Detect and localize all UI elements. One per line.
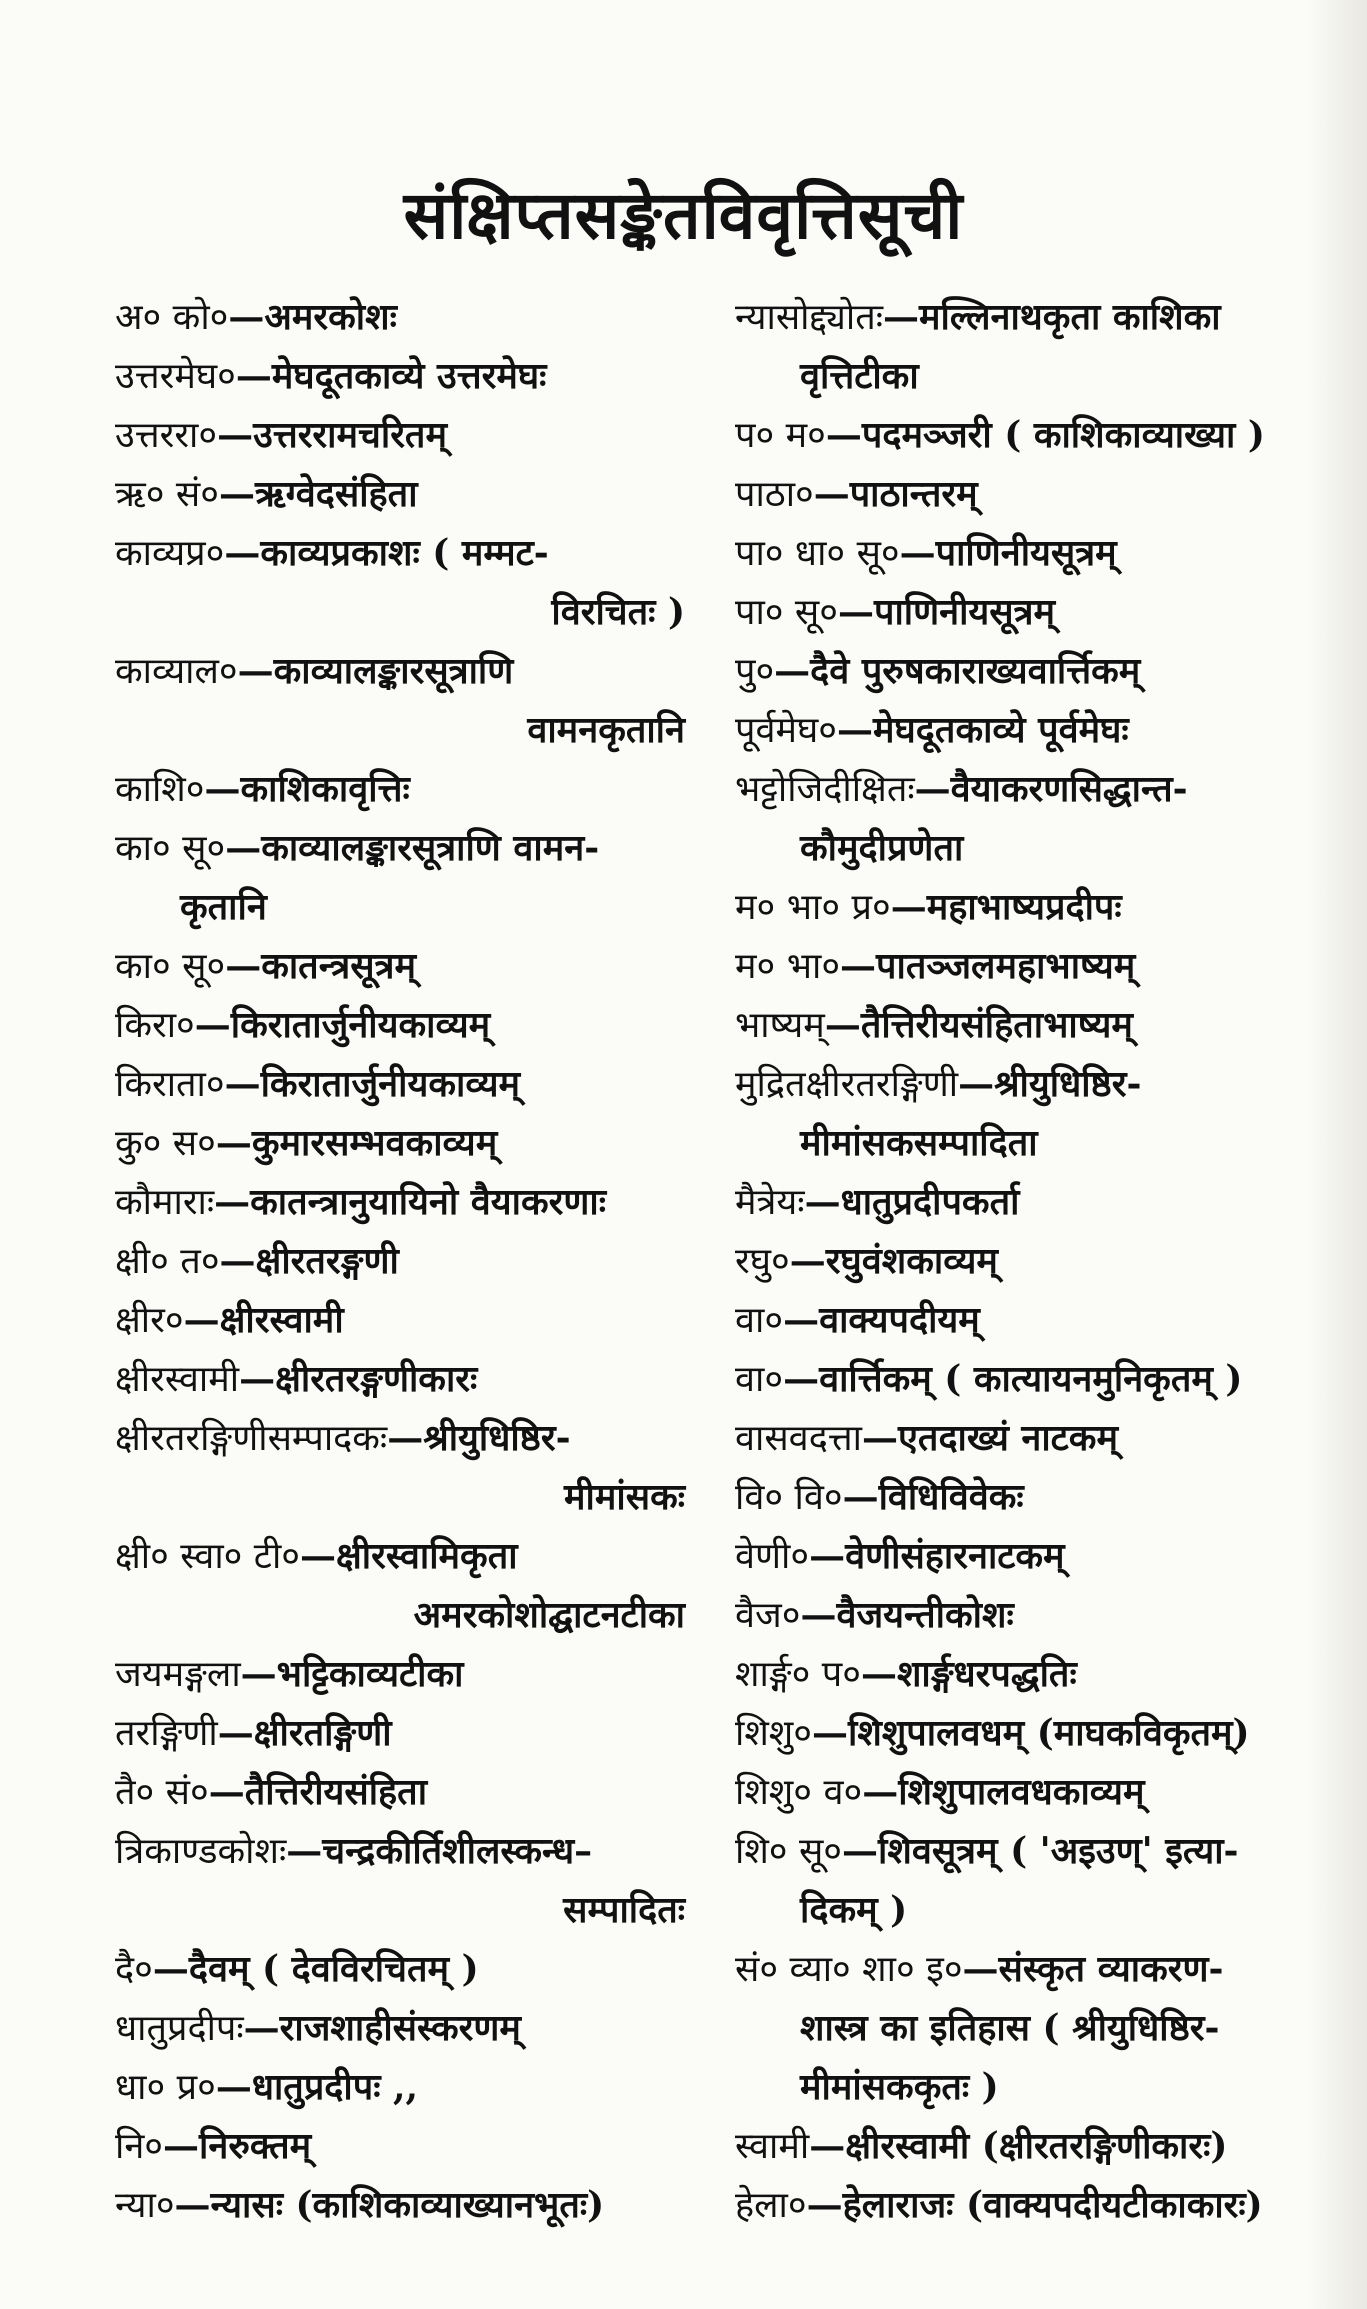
separator-dash: — xyxy=(286,1830,323,1872)
separator-dash: — xyxy=(235,355,272,397)
entry-line xyxy=(735,1940,1320,1999)
expansion-continuation: शास्त्र का इतिहास ( श्रीयुधिष्ठिर- xyxy=(800,2007,1220,2049)
abbreviation-entry xyxy=(735,2117,1320,2176)
abbreviation: वा० xyxy=(735,1359,784,1400)
separator-dash: — xyxy=(862,1771,899,1813)
entry-line xyxy=(735,1822,1320,1881)
abbreviation: उत्तररा० xyxy=(115,415,218,456)
abbreviation: म० भा० xyxy=(735,946,841,987)
abbreviation: क्षीरतरङ्गिणीसम्पादकः xyxy=(115,1418,388,1459)
abbreviation-entry xyxy=(735,642,1320,701)
separator-dash: — xyxy=(194,1004,231,1046)
abbreviation: वासवदत्ता xyxy=(735,1418,863,1459)
abbreviation: किरा० xyxy=(115,1005,195,1046)
entry-line xyxy=(735,878,1320,937)
expansion: क्षीरतरङ्गणीकारः xyxy=(275,1358,478,1400)
expansion: किरातार्जुनीयकाव्यम् xyxy=(230,1004,491,1046)
expansion: क्षीरतङ्गिणी xyxy=(253,1712,392,1754)
entry-line xyxy=(735,2176,1320,2235)
entry-line xyxy=(115,1763,685,1822)
separator-dash: — xyxy=(838,591,874,633)
abbreviation: धातुप्रदीपः xyxy=(115,2008,244,2049)
separator-dash: — xyxy=(387,1417,424,1459)
abbreviation: कु० स० xyxy=(115,1123,216,1164)
abbreviation: शिशु० व० xyxy=(735,1772,863,1813)
expansion: मेघदूतकाव्ये पूर्वमेघः xyxy=(873,709,1129,751)
abbreviation: हेला० xyxy=(735,2185,807,2226)
abbreviation-entry xyxy=(735,1645,1320,1704)
entry-line xyxy=(735,288,1320,347)
entry-line xyxy=(115,1999,685,2058)
separator-dash: — xyxy=(228,296,265,338)
abbreviation-entry xyxy=(735,937,1320,996)
abbreviation-entry xyxy=(115,1704,685,1763)
expansion: श्रीयुधिष्ठिर- xyxy=(423,1417,571,1459)
entry-line xyxy=(115,465,685,524)
expansion: वैयाकरणसिद्धान्त- xyxy=(950,768,1188,810)
abbreviation: त्रिकाण्डकोशः xyxy=(115,1831,287,1872)
expansion-continuation: मीमांसककृतः ) xyxy=(800,2066,999,2108)
abbreviation: मैत्रेयः xyxy=(735,1182,805,1223)
expansion: शार्ङ्गधरपद्धतिः xyxy=(896,1653,1077,1695)
separator-dash: — xyxy=(174,2184,211,2226)
abbreviation: काशि० xyxy=(115,769,205,810)
expansion: राजशाहीसंस्करणम् xyxy=(279,2007,521,2049)
expansion: कुमारसम्भवकाव्यम् xyxy=(251,1122,498,1164)
abbreviation: काव्यप्र० xyxy=(115,533,225,574)
entry-line xyxy=(115,1232,685,1291)
separator-dash: — xyxy=(800,1594,837,1636)
separator-dash: — xyxy=(183,1299,220,1341)
expansion: संस्कृत व्याकरण- xyxy=(998,1948,1224,1990)
abbreviation-entry xyxy=(115,760,685,819)
separator-dash: — xyxy=(243,2007,280,2049)
abbreviation-entry xyxy=(115,1940,685,1999)
separator-dash: — xyxy=(789,1240,826,1282)
entry-line xyxy=(115,2176,685,2235)
abbreviation-entry xyxy=(115,1350,685,1409)
abbreviation: पूर्वमेघ० xyxy=(735,710,837,751)
abbreviation-entry xyxy=(115,642,685,760)
expansion: रघुवंशकाव्यम् xyxy=(825,1240,998,1282)
separator-dash: — xyxy=(217,1712,254,1754)
entry-line xyxy=(735,1763,1320,1822)
entry-line xyxy=(115,2058,685,2117)
separator-dash: — xyxy=(239,1358,276,1400)
separator-dash: — xyxy=(219,1240,256,1282)
entry-line xyxy=(115,1527,685,1586)
expansion: पाठान्तरम् xyxy=(849,473,978,515)
abbreviation: भाष्यम् xyxy=(735,1005,825,1046)
separator-dash: — xyxy=(824,1004,861,1046)
abbreviation-entry xyxy=(735,878,1320,937)
abbreviation: वा० xyxy=(735,1300,784,1341)
abbreviation-entry xyxy=(115,2117,685,2176)
expansion: काव्यालङ्कारसूत्राणि वामन- xyxy=(261,827,600,869)
separator-dash: — xyxy=(300,1535,336,1577)
right-column xyxy=(735,288,1320,2235)
abbreviation-entry xyxy=(115,1232,685,1291)
entry-line xyxy=(115,642,685,701)
entry-line xyxy=(735,642,1320,701)
separator-dash: — xyxy=(204,768,241,810)
separator-dash: — xyxy=(225,827,262,869)
abbreviation-entry xyxy=(735,996,1320,1055)
entry-line xyxy=(735,1173,1320,1232)
separator-dash: — xyxy=(215,2066,252,2108)
abbreviation-entry xyxy=(115,819,685,937)
abbreviation: कौमाराः xyxy=(115,1182,215,1223)
expansion: क्षीरस्वामी (क्षीरतरङ्गिणीकारः) xyxy=(845,2125,1228,2167)
separator-dash: — xyxy=(860,1653,897,1695)
expansion: एतदाख्यं नाटकम् xyxy=(898,1417,1118,1459)
separator-dash: — xyxy=(208,1771,245,1813)
abbreviation: सं० व्या० शा० इ० xyxy=(735,1949,963,1990)
page-title: संक्षिप्तसङ्केतविवृत्तिसूची xyxy=(403,176,964,254)
expansion: पदमञ्जरी ( काशिकाव्याख्या ) xyxy=(861,414,1265,456)
entry-line xyxy=(735,701,1320,760)
expansion: पाणिनीयसूत्रम् xyxy=(874,591,1056,633)
abbreviation-entry xyxy=(115,996,685,1055)
abbreviation: पा० सू० xyxy=(735,592,838,633)
abbreviation-entry xyxy=(735,1822,1320,1940)
expansion: क्षीरतरङ्गणी xyxy=(255,1240,399,1282)
expansion-continuation: सम्पादितः xyxy=(563,1889,685,1931)
abbreviation: नि० xyxy=(115,2126,164,2167)
expansion: पातञ्जलमहाभाष्यम् xyxy=(876,945,1136,987)
separator-dash: — xyxy=(962,1948,999,1990)
expansion-continuation: अमरकोशोद्घाटनटीका xyxy=(413,1594,685,1636)
abbreviation-entry xyxy=(115,1645,685,1704)
abbreviation-entry xyxy=(735,1232,1320,1291)
expansion-continuation: मीमांसकः xyxy=(564,1476,685,1518)
abbreviation-entry xyxy=(735,760,1320,878)
abbreviation: शि० सू० xyxy=(735,1831,843,1872)
expansion: काव्यालङ्कारसूत्राणि xyxy=(273,650,514,692)
separator-dash: — xyxy=(809,2125,846,2167)
expansion: हेलाराजः (वाक्यपदीयटीकाकारः) xyxy=(842,2184,1263,2226)
entry-line xyxy=(115,2117,685,2176)
entry-line xyxy=(735,583,1320,642)
abbreviation: तरङ्गिणी xyxy=(115,1713,218,1754)
entry-line xyxy=(735,1704,1320,1763)
entry-line xyxy=(735,406,1320,465)
expansion: विधिविवेकः xyxy=(878,1476,1024,1518)
separator-dash: — xyxy=(862,1417,899,1459)
abbreviation: किराता० xyxy=(115,1064,225,1105)
abbreviation-entry xyxy=(735,583,1320,642)
abbreviation-entry xyxy=(735,701,1320,760)
abbreviation-entry xyxy=(735,1055,1320,1173)
abbreviation: शिशु० xyxy=(735,1713,813,1754)
abbreviation-entry xyxy=(115,406,685,465)
abbreviation-entry xyxy=(735,406,1320,465)
expansion: क्षीरस्वामी xyxy=(219,1299,344,1341)
expansion: निरुक्तम् xyxy=(199,2125,312,2167)
entry-line xyxy=(115,406,685,465)
expansion: महाभाष्यप्रदीपः xyxy=(926,886,1122,928)
separator-dash: — xyxy=(163,2125,200,2167)
separator-dash: — xyxy=(217,414,254,456)
abbreviation: पाठा० xyxy=(735,474,814,515)
expansion-continuation: वामनकृतानि xyxy=(527,709,685,751)
abbreviation: दै० xyxy=(115,1949,153,1990)
entry-line xyxy=(115,1350,685,1409)
entry-line xyxy=(115,1173,685,1232)
abbreviation: न्या० xyxy=(115,2185,175,2226)
abbreviation-entry xyxy=(115,2058,685,2117)
entry-line xyxy=(115,1940,685,1999)
expansion-continuation: कृतानि xyxy=(180,886,267,928)
abbreviation: प० म० xyxy=(735,415,826,456)
separator-dash: — xyxy=(914,768,951,810)
abbreviation-entry xyxy=(115,465,685,524)
abbreviation: क्षीरस्वामी xyxy=(115,1359,240,1400)
expansion: तैत्तिरीयसंहिताभाष्यम् xyxy=(860,1004,1133,1046)
separator-dash: — xyxy=(899,532,936,574)
expansion-continuation: कौमुदीप्रणेता xyxy=(800,827,964,869)
abbreviation-entry xyxy=(115,288,685,347)
entry-line xyxy=(115,760,685,819)
abbreviation-entry xyxy=(115,524,685,642)
expansion-continuation: मीमांसकसम्पादिता xyxy=(800,1122,1038,1164)
abbreviation: भट्टोजिदीक्षितः xyxy=(735,769,915,810)
entry-line xyxy=(735,1232,1320,1291)
separator-dash: — xyxy=(224,1063,261,1105)
entry-line xyxy=(115,1055,685,1114)
separator-dash: — xyxy=(842,1476,879,1518)
abbreviation-entry xyxy=(735,1586,1320,1645)
entry-line xyxy=(735,1350,1320,1409)
abbreviation: पु० xyxy=(735,651,775,692)
abbreviation-entry xyxy=(115,937,685,996)
abbreviation-entry xyxy=(115,1527,685,1645)
entry-line xyxy=(735,996,1320,1055)
expansion: तैत्तिरीयसंहिता xyxy=(244,1771,428,1813)
entry-line xyxy=(735,1527,1320,1586)
abbreviation: क्षी० त० xyxy=(115,1241,220,1282)
abbreviation-entry xyxy=(735,465,1320,524)
abbreviation: अ० को० xyxy=(115,297,229,338)
entry-line xyxy=(735,1055,1320,1114)
expansion: शिशुपालवधम् (माघकविकृतम्) xyxy=(848,1712,1250,1754)
entry-line xyxy=(115,819,685,878)
entry-line xyxy=(735,937,1320,996)
abbreviation: तै० सं० xyxy=(115,1772,209,1813)
separator-dash: — xyxy=(809,1535,846,1577)
expansion: दैवम् ( देवविरचितम् ) xyxy=(188,1948,479,1990)
abbreviation-entry xyxy=(735,1468,1320,1527)
expansion-continuation: दिकम् ) xyxy=(800,1889,908,1931)
entry-line xyxy=(735,465,1320,524)
entry-line xyxy=(115,1645,685,1704)
abbreviation-entry xyxy=(735,1291,1320,1350)
entry-line xyxy=(115,1291,685,1350)
expansion: काशिकावृत्तिः xyxy=(240,768,410,810)
expansion: अमरकोशः xyxy=(264,296,397,338)
separator-dash: — xyxy=(842,1830,879,1872)
abbreviation: वि० वि० xyxy=(735,1477,843,1518)
expansion: शिशुपालवधकाव्यम् xyxy=(898,1771,1145,1813)
entry-line xyxy=(735,1409,1320,1468)
separator-dash: — xyxy=(840,945,877,987)
abbreviation: का० सू० xyxy=(115,828,226,869)
entry-line xyxy=(115,288,685,347)
abbreviation: पा० धा० सू० xyxy=(735,533,900,574)
entry-line xyxy=(735,1645,1320,1704)
separator-dash: — xyxy=(218,473,255,515)
abbreviation-entry xyxy=(115,2176,685,2235)
separator-dash: — xyxy=(224,532,261,574)
entry-line xyxy=(735,524,1320,583)
abbreviation: धा० प्र० xyxy=(115,2067,216,2108)
abbreviation: शार्ङ्ग० प० xyxy=(735,1654,861,1695)
entry-line xyxy=(115,524,685,583)
entry-line xyxy=(115,347,685,406)
separator-dash: — xyxy=(825,414,862,456)
separator-dash: — xyxy=(214,1181,251,1223)
expansion: काव्यप्रकाशः ( मम्मट- xyxy=(260,532,549,574)
abbreviation: क्षीर० xyxy=(115,1300,184,1341)
entry-line xyxy=(735,1586,1320,1645)
separator-dash: — xyxy=(783,1299,820,1341)
abbreviation-entry xyxy=(735,1350,1320,1409)
expansion: कातन्त्रानुयायिनो वैयाकरणाः xyxy=(250,1181,606,1223)
expansion-continuation: विरचितः ) xyxy=(551,591,685,633)
abbreviation: स्वामी xyxy=(735,2126,810,2167)
expansion: मेघदूतकाव्ये उत्तरमेघः xyxy=(271,355,547,397)
expansion: ऋग्वेदसंहिता xyxy=(254,473,418,515)
expansion: चन्द्रकीर्तिशीलस्कन्ध– xyxy=(322,1830,593,1872)
expansion: धातुप्रदीपः ,, xyxy=(251,2066,419,2108)
abbreviation-entry xyxy=(115,1173,685,1232)
separator-dash: — xyxy=(806,2184,843,2226)
entry-line xyxy=(735,2117,1320,2176)
abbreviation-entry xyxy=(115,1999,685,2058)
abbreviation: क्षी० स्वा० टी० xyxy=(115,1536,300,1577)
abbreviation-entry xyxy=(735,1173,1320,1232)
abbreviation-entry xyxy=(735,1527,1320,1586)
abbreviation: ऋ० सं० xyxy=(115,474,219,515)
abbreviation: म० भा० प्र० xyxy=(735,887,891,928)
left-column xyxy=(115,288,685,2235)
entry-line xyxy=(735,760,1320,819)
abbreviation: वैज० xyxy=(735,1595,801,1636)
expansion: श्रीयुधिष्ठिर- xyxy=(994,1063,1142,1105)
separator-dash: — xyxy=(812,1712,849,1754)
separator-dash: — xyxy=(958,1063,995,1105)
expansion: मल्लिनाथकृता काशिका xyxy=(919,296,1221,338)
expansion: वैजयन्तीकोशः xyxy=(836,1594,1014,1636)
expansion: शिवसूत्रम् ( 'अइउण्' इत्या- xyxy=(878,1830,1239,1872)
entry-line xyxy=(735,1468,1320,1527)
abbreviation: न्यासोद्द्योतः xyxy=(735,297,883,338)
abbreviation-entry xyxy=(115,347,685,406)
expansion: कातन्त्रसूत्रम् xyxy=(261,945,417,987)
abbreviation-entry xyxy=(735,1763,1320,1822)
abbreviation-entry xyxy=(735,1704,1320,1763)
separator-dash: — xyxy=(225,945,262,987)
expansion: दैवे पुरुषकाराख्यवार्त्तिकम् xyxy=(810,650,1141,692)
separator-dash: — xyxy=(804,1181,841,1223)
expansion: वेणीसंहारनाटकम् xyxy=(845,1535,1065,1577)
abbreviation: उत्तरमेघ० xyxy=(115,356,236,397)
separator-dash: — xyxy=(237,650,274,692)
abbreviation-entry xyxy=(115,1114,685,1173)
expansion: वार्त्तिकम् ( कात्यायनमुनिकृतम् ) xyxy=(819,1358,1243,1400)
abbreviation-entry xyxy=(115,1409,685,1527)
expansion: क्षीरस्वामिकृता xyxy=(336,1535,518,1577)
abbreviation-entry xyxy=(735,2176,1320,2235)
separator-dash: — xyxy=(152,1948,189,1990)
expansion: धातुप्रदीपकर्ता xyxy=(840,1181,1020,1223)
abbreviation: मुद्रितक्षीरतरङ्गिणी xyxy=(735,1064,959,1105)
separator-dash: — xyxy=(813,473,850,515)
expansion: भट्टिकाव्यटीका xyxy=(276,1653,464,1695)
separator-dash: — xyxy=(890,886,927,928)
abbreviation-entry xyxy=(735,1409,1320,1468)
abbreviation-entry xyxy=(115,1822,685,1940)
abbreviation: का० सू० xyxy=(115,946,226,987)
expansion: किरातार्जुनीयकाव्यम् xyxy=(260,1063,521,1105)
abbreviation-entry xyxy=(115,1055,685,1114)
abbreviation-entry xyxy=(735,1940,1320,2117)
separator-dash: — xyxy=(774,650,811,692)
entry-line xyxy=(115,996,685,1055)
abbreviation: रघु० xyxy=(735,1241,790,1282)
entry-line xyxy=(115,1114,685,1173)
expansion: उत्तररामचरितम् xyxy=(253,414,447,456)
entry-line xyxy=(115,1409,685,1468)
entry-line xyxy=(115,937,685,996)
expansion-continuation: वृत्तिटीका xyxy=(800,355,919,397)
entry-line xyxy=(735,1291,1320,1350)
abbreviation-entry xyxy=(115,1291,685,1350)
entry-line xyxy=(115,1704,685,1763)
expansion: पाणिनीयसूत्रम् xyxy=(935,532,1117,574)
expansion: न्यासः (काशिकाव्याख्यानभूतः) xyxy=(210,2184,605,2226)
abbreviation-entry xyxy=(735,288,1320,406)
separator-dash: — xyxy=(215,1122,252,1164)
abbreviation-entry xyxy=(115,1763,685,1822)
separator-dash: — xyxy=(837,709,873,751)
separator-dash: — xyxy=(783,1358,820,1400)
abbreviation-entry xyxy=(735,524,1320,583)
abbreviation: जयमङ्गला xyxy=(115,1654,241,1695)
abbreviation: काव्याल० xyxy=(115,651,238,692)
abbreviation: वेणी० xyxy=(735,1536,810,1577)
separator-dash: — xyxy=(240,1653,277,1695)
expansion: वाक्यपदीयम् xyxy=(819,1299,980,1341)
entry-line xyxy=(115,1822,685,1881)
separator-dash: — xyxy=(883,296,919,338)
